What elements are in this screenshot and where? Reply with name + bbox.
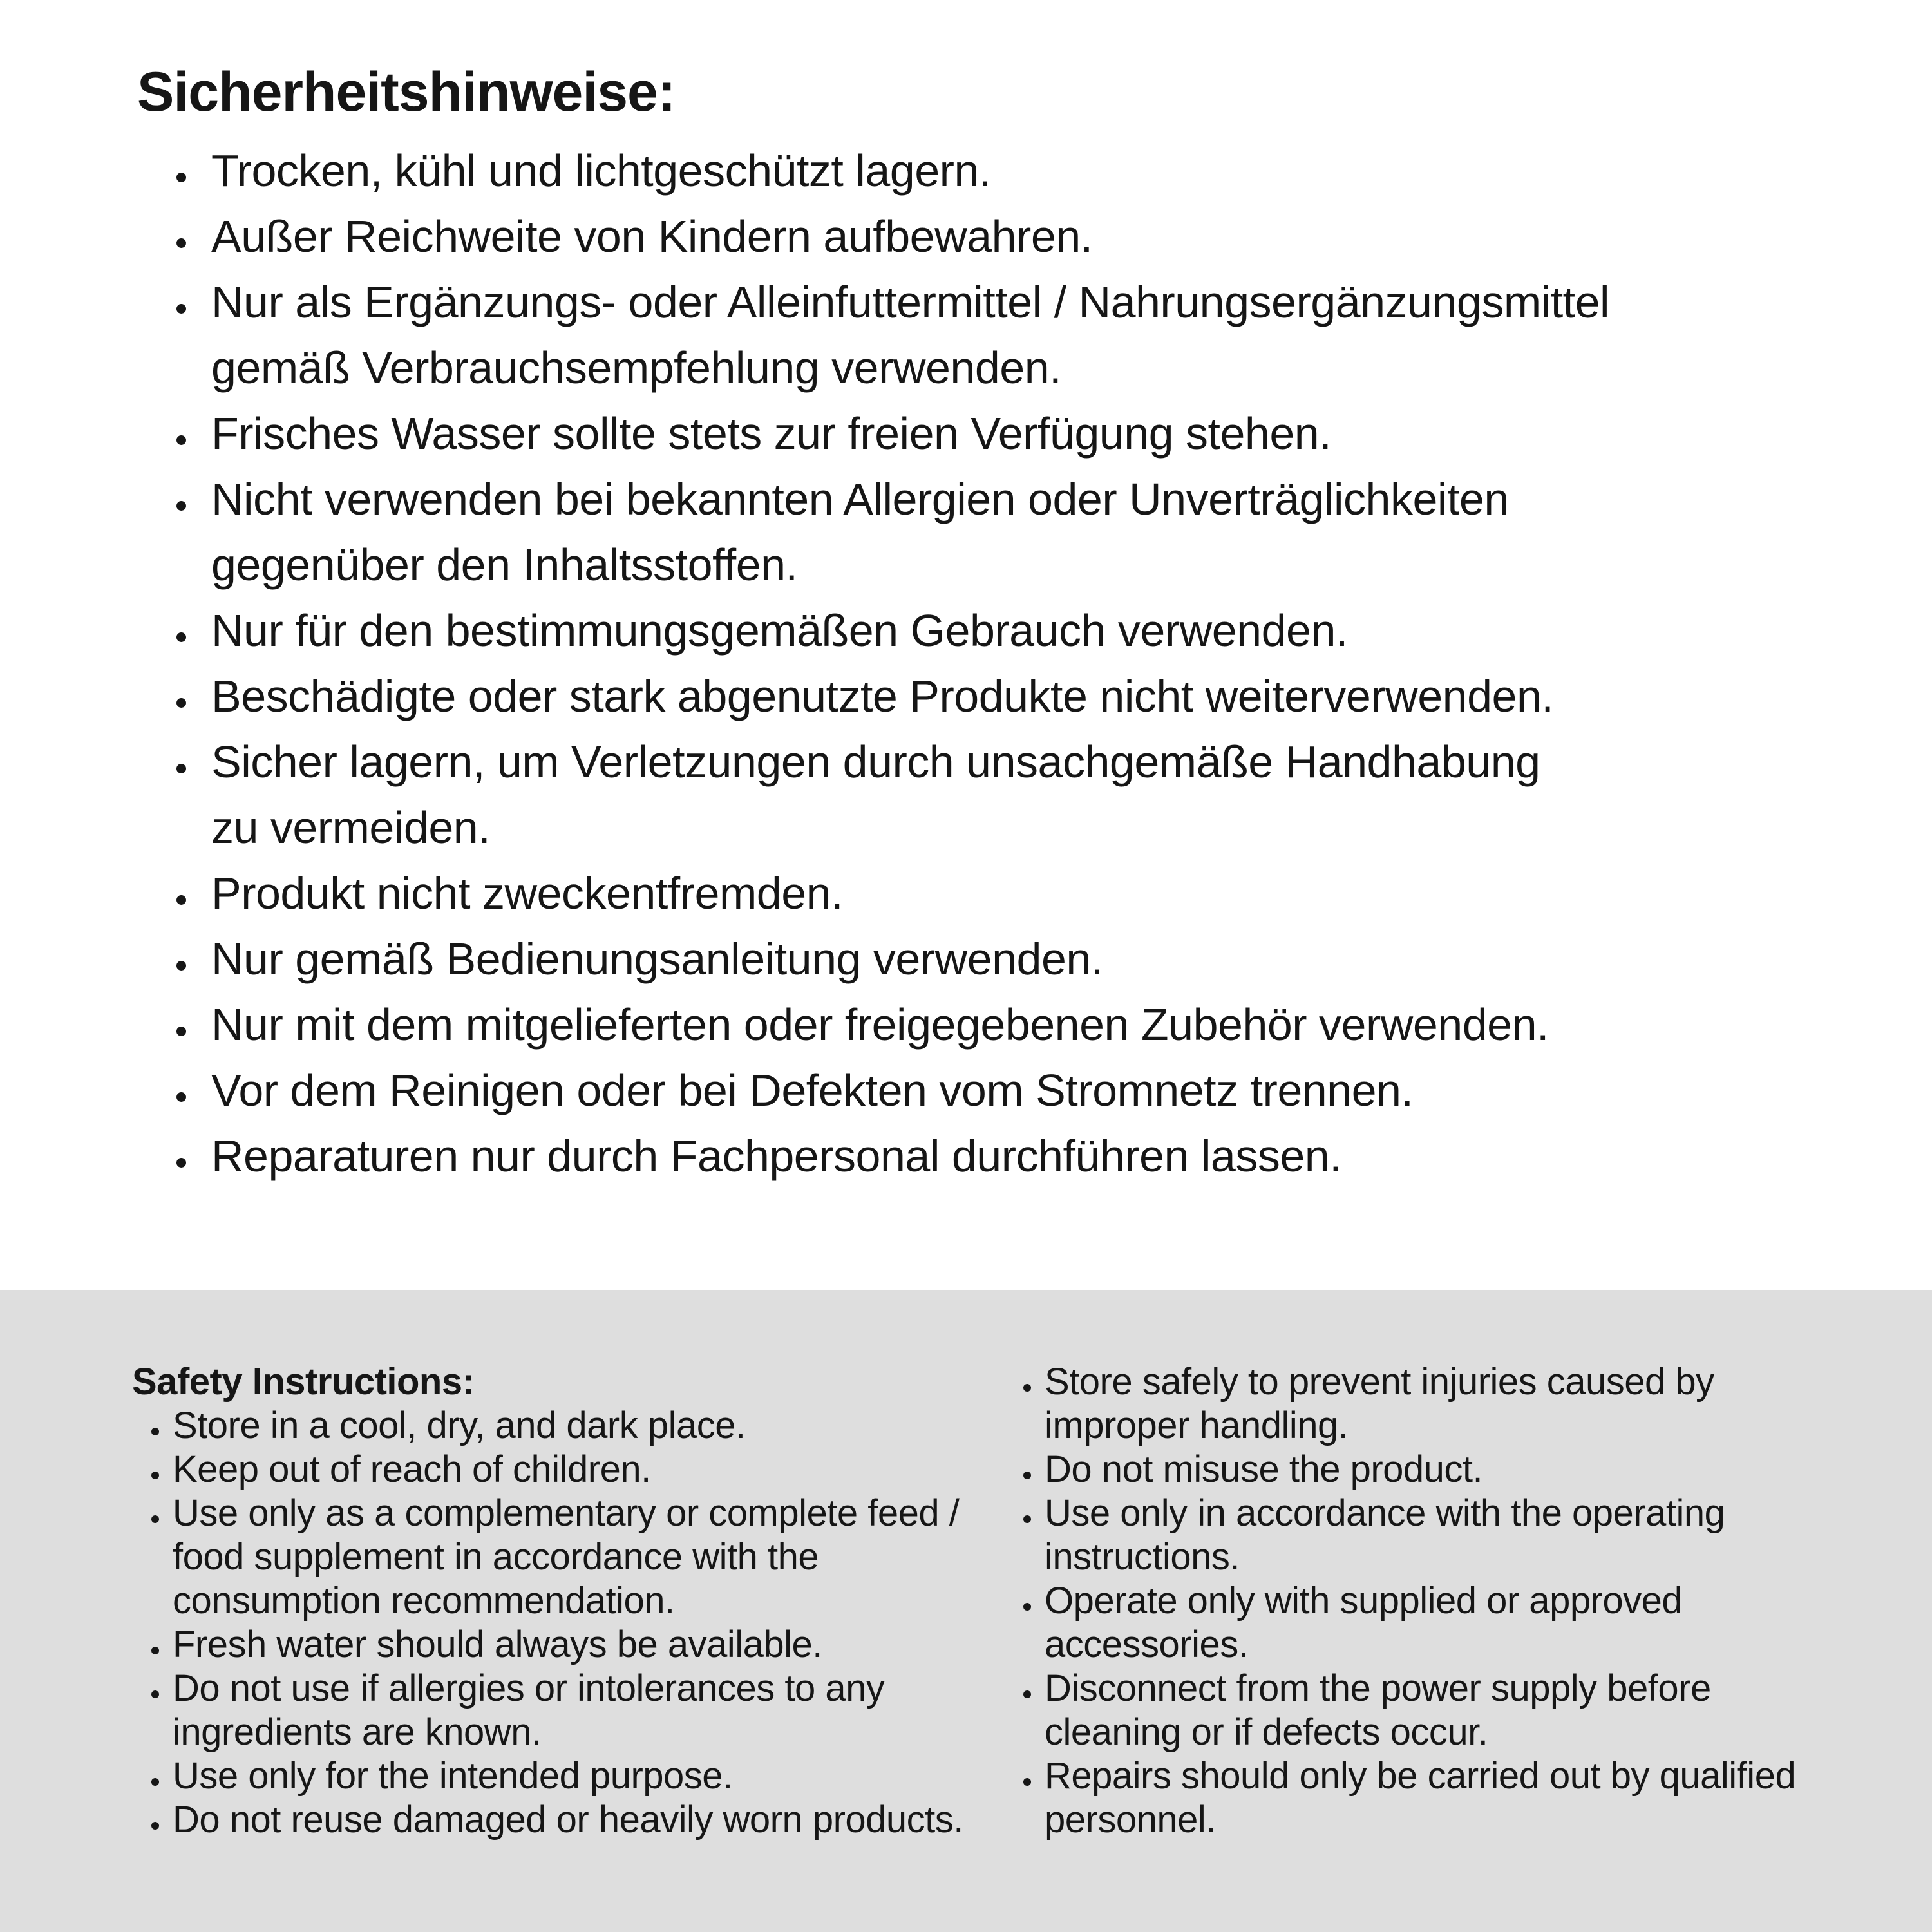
list-item-text: [211, 1123, 1609, 1189]
text-line: Operate only with supplied or approved: [1045, 1580, 1683, 1622]
bullet-icon: [176, 238, 186, 248]
list-item-text: [211, 1057, 1609, 1123]
text-line: Trocken, kühl und lichtgeschützt lagern.: [211, 146, 991, 196]
safety-list-english-left: [151, 1404, 963, 1842]
bullet-icon: [1023, 1472, 1031, 1479]
text-line: personnel.: [1045, 1799, 1216, 1841]
bullet-icon: [151, 1472, 159, 1479]
bullet-icon: [151, 1515, 159, 1523]
text-line: Nur gemäß Bedienungsanleitung verwenden.: [211, 934, 1103, 984]
text-line: Do not reuse damaged or heavily worn products.: [173, 1799, 963, 1841]
bullet-icon: [151, 1822, 159, 1830]
text-line: Fresh water should always be available.: [173, 1624, 822, 1665]
text-line: Store in a cool, dry, and dark place.: [173, 1405, 746, 1446]
text-line: Use only as a complementary or complete feed /: [173, 1492, 960, 1534]
safety-list-german: [175, 138, 1609, 1189]
text-line: Nur für den bestimmungsgemäßen Gebrauch verwenden.: [211, 605, 1348, 656]
list-item: [151, 1798, 963, 1842]
list-item: [175, 926, 1609, 992]
list-item: [1023, 1579, 1795, 1667]
list-item-text: [1045, 1360, 1795, 1448]
list-item: [1023, 1667, 1795, 1754]
bullet-icon: [176, 173, 186, 182]
bullet-icon: [151, 1647, 159, 1654]
bullet-icon: [176, 501, 186, 511]
text-line: Keep out of reach of children.: [173, 1448, 651, 1490]
bullet-icon: [1023, 1603, 1031, 1611]
text-line: gegenüber den Inhaltsstoffen.: [211, 540, 798, 590]
list-item: [175, 204, 1609, 269]
text-line: Do not use if allergies or intolerances to any: [173, 1667, 885, 1709]
list-item-text: [211, 663, 1609, 729]
list-item-text: [211, 138, 1609, 204]
list-item-text: [173, 1623, 963, 1667]
bullet-icon: [176, 764, 186, 773]
list-item: [175, 598, 1609, 663]
text-line: Sicher lagern, um Verletzungen durch unsachgemäße Handhabung: [211, 737, 1540, 787]
list-item-text: [211, 466, 1609, 598]
list-item-text: [211, 992, 1609, 1057]
list-item-text: [211, 729, 1609, 860]
list-item: [175, 992, 1609, 1057]
list-item-text: [1045, 1579, 1795, 1667]
text-line: food supplement in accordance with the: [173, 1536, 819, 1578]
text-line: consumption recommendation.: [173, 1580, 675, 1622]
list-item-text: [173, 1798, 963, 1842]
list-item-text: [173, 1404, 963, 1448]
text-line: Nur mit dem mitgelieferten oder freigegebenen Zubehör verwenden.: [211, 999, 1549, 1050]
list-item-text: [173, 1667, 963, 1754]
list-item-text: [1045, 1667, 1795, 1754]
list-item: [1023, 1448, 1795, 1492]
list-item-text: [211, 598, 1609, 663]
bullet-icon: [151, 1778, 159, 1786]
text-line: accessories.: [1045, 1624, 1249, 1665]
list-item: [151, 1667, 963, 1754]
list-item: [175, 401, 1609, 466]
list-item-text: [1045, 1754, 1795, 1842]
text-line: gemäß Verbrauchsempfehlung verwenden.: [211, 343, 1062, 393]
list-item: [175, 466, 1609, 598]
bullet-icon: [1023, 1690, 1031, 1698]
list-item-text: [211, 204, 1609, 269]
text-line: Do not misuse the product.: [1045, 1448, 1483, 1490]
list-item: [175, 269, 1609, 401]
text-line: improper handling.: [1045, 1405, 1349, 1446]
safety-section-english: [0, 1290, 1932, 1932]
text-line: Beschädigte oder stark abgenutzte Produkte nicht weiterverwenden.: [211, 671, 1554, 721]
text-line: Use only for the intended purpose.: [173, 1755, 733, 1797]
bullet-icon: [1023, 1778, 1031, 1786]
list-item: [151, 1404, 963, 1448]
text-line: Disconnect from the power supply before: [1045, 1667, 1711, 1709]
text-line: Außer Reichweite von Kindern aufbewahren.: [211, 211, 1093, 261]
bullet-icon: [151, 1690, 159, 1698]
text-line: Use only in accordance with the operating: [1045, 1492, 1725, 1534]
text-line: Store safely to prevent injuries caused by: [1045, 1361, 1714, 1403]
list-item: [1023, 1492, 1795, 1579]
text-line: Nicht verwenden bei bekannten Allergien oder Unverträglichkeiten: [211, 474, 1509, 524]
section-heading-english: Safety Instructions:: [132, 1361, 475, 1403]
list-item: [151, 1492, 963, 1623]
bullet-icon: [151, 1428, 159, 1435]
text-line: cleaning or if defects occur.: [1045, 1711, 1488, 1753]
bullet-icon: [176, 435, 186, 445]
list-item-text: [211, 269, 1609, 401]
text-line: ingredients are known.: [173, 1711, 542, 1753]
list-item-text: [173, 1448, 963, 1492]
text-line: instructions.: [1045, 1536, 1240, 1578]
list-item: [175, 1057, 1609, 1123]
bullet-icon: [176, 961, 186, 971]
list-item: [151, 1623, 963, 1667]
list-item: [175, 729, 1609, 860]
list-item: [151, 1448, 963, 1492]
list-item-text: [1045, 1492, 1795, 1579]
text-line: zu vermeiden.: [211, 802, 491, 853]
bullet-icon: [1023, 1515, 1031, 1523]
list-item-text: [211, 860, 1609, 926]
text-line: Produkt nicht zweckentfremden.: [211, 868, 844, 918]
bullet-icon: [176, 895, 186, 905]
list-item-text: [1045, 1448, 1795, 1492]
list-item-text: [211, 926, 1609, 992]
list-item: [175, 1123, 1609, 1189]
text-line: Reparaturen nur durch Fachpersonal durchführen lassen.: [211, 1131, 1342, 1181]
bullet-icon: [176, 1158, 186, 1168]
list-item: [1023, 1360, 1795, 1448]
bullet-icon: [176, 698, 186, 708]
list-item: [151, 1754, 963, 1798]
text-line: Frisches Wasser sollte stets zur freien Verfügung stehen.: [211, 408, 1332, 459]
list-item: [1023, 1754, 1795, 1842]
bullet-icon: [176, 632, 186, 642]
text-line: Vor dem Reinigen oder bei Defekten vom Stromnetz trennen.: [211, 1065, 1414, 1115]
safety-list-english-right: [1023, 1360, 1795, 1842]
text-line: Nur als Ergänzungs- oder Alleinfuttermittel / Nahrungsergänzungsmittel: [211, 277, 1610, 327]
bullet-icon: [176, 304, 186, 314]
list-item-text: [173, 1492, 963, 1623]
list-item-text: [211, 401, 1609, 466]
bullet-icon: [1023, 1384, 1031, 1392]
list-item-text: [173, 1754, 963, 1798]
list-item: [175, 663, 1609, 729]
list-item: [175, 138, 1609, 204]
page-title-german: Sicherheitshinweise:: [137, 61, 676, 123]
bullet-icon: [176, 1027, 186, 1036]
bullet-icon: [176, 1092, 186, 1102]
list-item: [175, 860, 1609, 926]
text-line: Repairs should only be carried out by qualified: [1045, 1755, 1796, 1797]
